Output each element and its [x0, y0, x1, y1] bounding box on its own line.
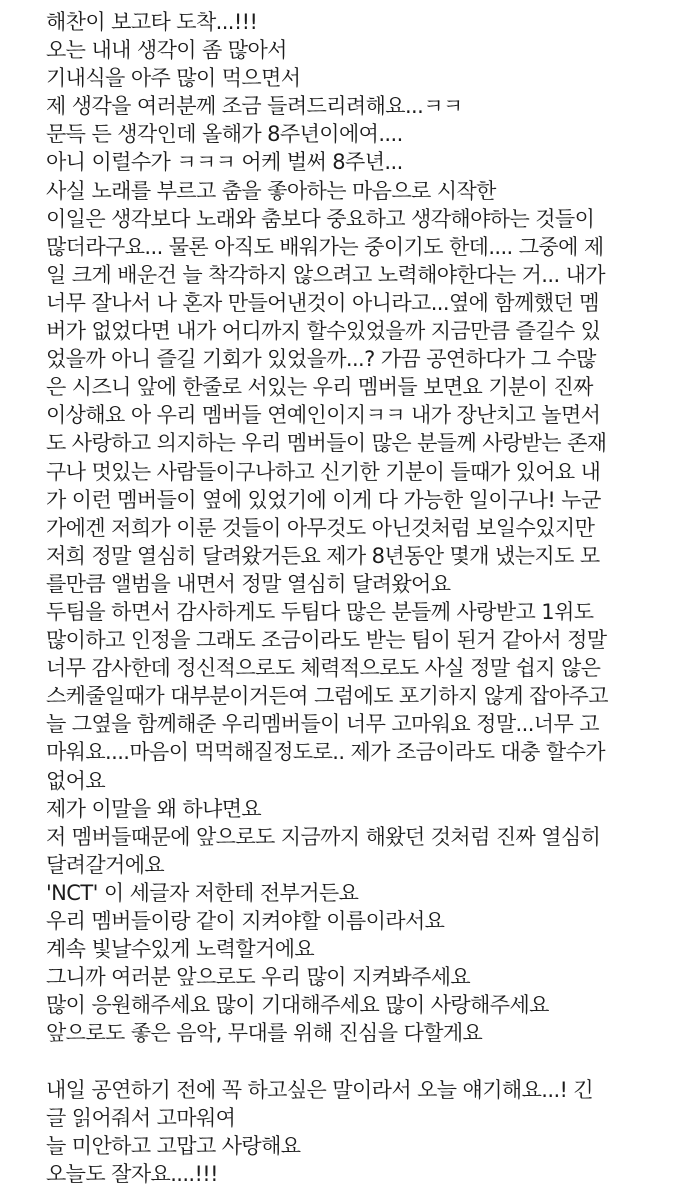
note-line: 제 생각을 여러분께 조금 들려드리려해요...ㅋㅋ: [46, 94, 463, 119]
note-line: 늘 미안하고 고맙고 사랑해요: [46, 1133, 301, 1158]
note-line: 너무 잘나서 나 혼자 만들어낸것이 아니라고...옆에 함께했던 멤: [46, 290, 599, 315]
note-line: 달려갈거에요: [46, 852, 165, 877]
note-line: 가 이런 멤버들이 옆에 있었기에 이게 다 가능한 일이구나! 누군: [46, 487, 601, 512]
note-line: 너무 감사한데 정신적으로도 체력적으로도 사실 정말 쉽지 않은: [46, 656, 601, 681]
note-line: 이상해요 아 우리 멤버들 연예인이지ㅋㅋ 내가 장난치고 놀면서: [46, 403, 601, 428]
note-line: 계속 빛날수있게 노력할거에요: [46, 937, 315, 962]
note-line: 많이하고 인정을 그래도 조금이라도 받는 팀이 된거 같아서 정말: [46, 628, 607, 653]
note-line: 제가 이말을 왜 하냐면요: [46, 796, 262, 821]
note-line: 마워요....마음이 먹먹해질정도로.. 제가 조금이라도 대충 할수가: [46, 740, 605, 765]
note-line: 가에겐 저희가 이룬 것들이 아무것도 아닌것처럼 보일수있지만: [46, 515, 595, 540]
note-line: 늘 그옆을 함께해준 우리멤버들이 너무 고마워요 정말...너무 고: [46, 712, 599, 737]
note-line: 아니 이럴수가 ㅋㅋㅋ 어케 벌써 8주년...: [46, 150, 403, 175]
note-line: 이일은 생각보다 노래와 춤보다 중요하고 생각해야하는 것들이: [46, 206, 595, 231]
note-line: 버가 없었다면 내가 어디까지 할수있었을까 지금만큼 즐길수 있: [46, 319, 601, 344]
note-line: 없어요: [46, 768, 106, 793]
note-line: 내일 공연하기 전에 꼭 하고싶은 말이라서 오늘 얘기해요...! 긴: [46, 1077, 594, 1102]
note-line: 오는 내내 생각이 좀 많아서: [46, 38, 287, 63]
note-line: 었을까 아니 즐길 기회가 있었을까...? 가끔 공연하다가 그 수많: [46, 347, 596, 372]
note-line: 글 읽어줘서 고마워여: [46, 1105, 236, 1130]
note-line: 를만큼 앨범을 내면서 정말 열심히 달려왔어요: [46, 571, 451, 596]
note-line: 앞으로도 좋은 음악, 무대를 위해 진심을 다할게요: [46, 1021, 483, 1046]
note-line: 스케줄일때가 대부분이거든여 그럼에도 포기하지 않게 잡아주고: [46, 684, 608, 709]
note-line: 우리 멤버들이랑 같이 지켜야할 이름이라서요: [46, 909, 445, 933]
note-text-body: [46, 8, 670, 1188]
note-line: 해찬이 보고타 도착...!!!: [46, 10, 258, 34]
note-line: 'NCT' 이 세글자 저한테 전부거든요: [46, 880, 359, 905]
note-line: 오늘도 잘자요....!!!: [46, 1161, 218, 1186]
note-line: 구나 멋있는 사람들이구나하고 신기한 기분이 들때가 있어요 내: [46, 459, 601, 484]
note-line: 많더라구요... 물론 아직도 배워가는 중이기도 한데.... 그중에 제: [46, 234, 604, 259]
note-line: 문득 든 생각인데 올해가 8주년이에여....: [46, 122, 403, 147]
note-line: 두팀을 하면서 감사하게도 두팀다 많은 분들께 사랑받고 1위도: [46, 599, 594, 624]
paragraph-gap: [46, 1047, 670, 1075]
note-line: 사실 노래를 부르고 춤을 좋아하는 마음으로 시작한: [46, 178, 496, 203]
note-line: 일 크게 배운건 늘 착각하지 않으려고 노력해야한다는 거... 내가: [46, 262, 605, 287]
note-line: 저희 정말 열심히 달려왔거든요 제가 8년동안 몇개 냈는지도 모: [46, 543, 600, 568]
note-line: 도 사랑하고 의지하는 우리 멤버들이 많은 분들께 사랑받는 존재: [46, 431, 607, 456]
note-line: 은 시즈니 앞에 한줄로 서있는 우리 멤버들 보면요 기분이 진짜: [46, 375, 593, 400]
note-line: 그니까 여러분 앞으로도 우리 많이 지켜봐주세요: [46, 965, 471, 990]
note-line: 기내식을 아주 많이 먹으면서: [46, 66, 301, 91]
note-line: 많이 응원해주세요 많이 기대해주세요 많이 사랑해주세요: [46, 993, 549, 1018]
note-line: 저 멤버들때문에 앞으로도 지금까지 해왔던 것처럼 진짜 열심히: [46, 824, 601, 849]
